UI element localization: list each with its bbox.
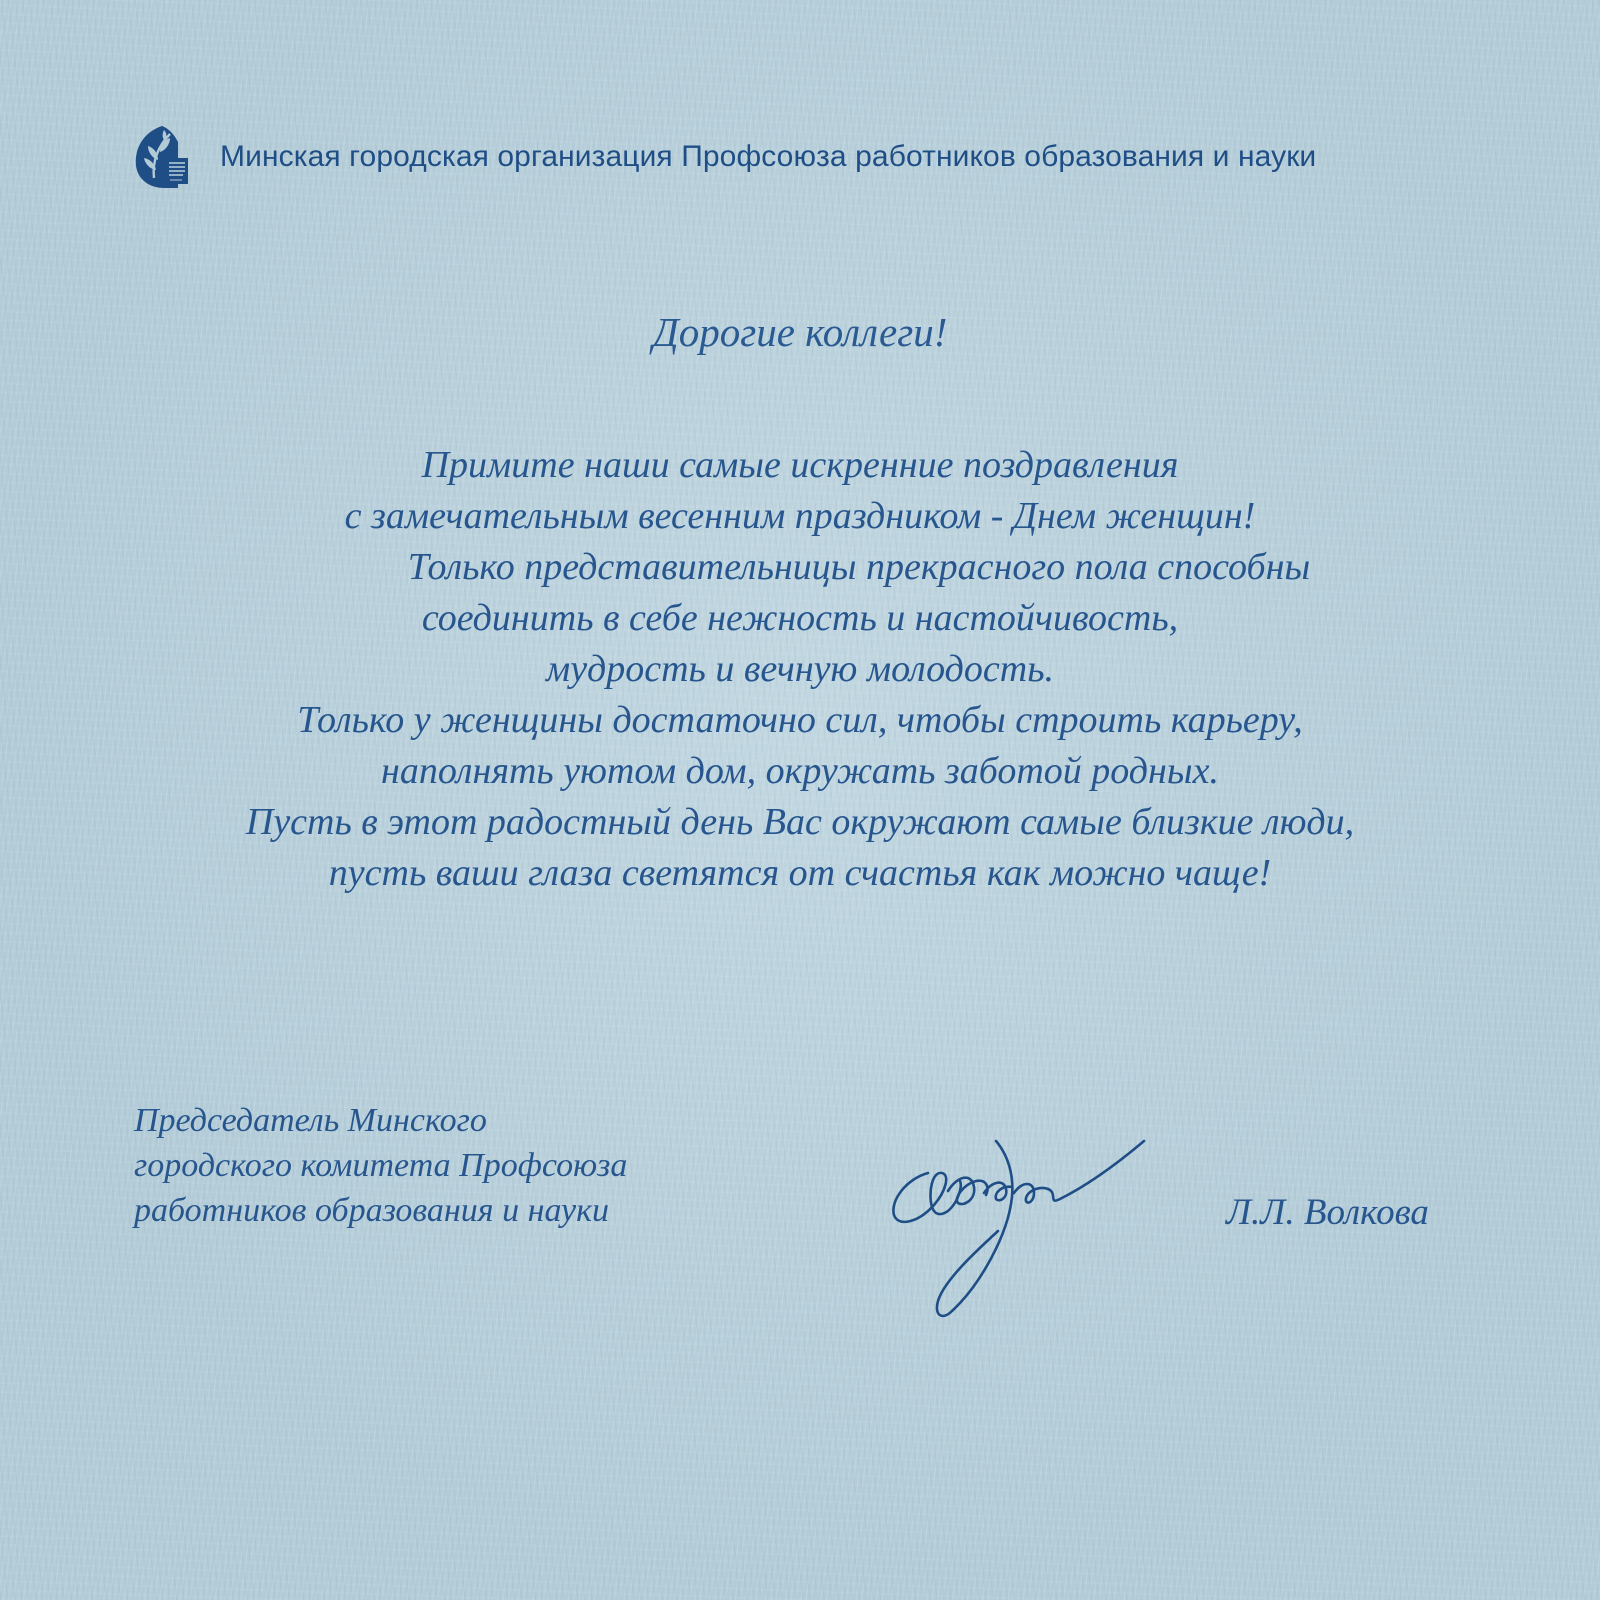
body-line: Примите наши самые искренние поздравления [421, 444, 1179, 486]
body-line: наполнять уютом дом, окружать заботой родных. [381, 750, 1219, 792]
union-leaf-book-logo-icon [132, 122, 196, 192]
signer-position-line: городского комитета Профсоюза [134, 1147, 628, 1184]
body-line: с замечательным весенним праздником - Днем женщин! [344, 495, 1256, 537]
letterhead [132, 122, 1472, 192]
body-line: Только у женщины достаточно сил, чтобы строить карьеру, [297, 699, 1303, 741]
greeting-heading: Дорогие коллеги! [652, 309, 948, 355]
body-line: Только представительницы прекрасного пола способны [407, 546, 1311, 588]
body-line: пусть ваши глаза светятся от счастья как можно чаще! [328, 852, 1272, 894]
organization-name: Минская городская организация Профсоюза работников образования и науки [220, 140, 1317, 173]
signer-position-line: Председатель Минского [134, 1102, 487, 1139]
body-line: соединить в себе нежность и настойчивость, [421, 597, 1179, 639]
signer-position [134, 1098, 627, 1233]
congratulation-text [60, 440, 1540, 899]
body-line: мудрость и вечную молодость. [546, 648, 1054, 690]
signer-name: Л.Л. Волкова [1226, 1192, 1429, 1233]
handwritten-signature [888, 1135, 1158, 1335]
body-line: Пусть в этот радостный день Вас окружают самые близкие люди, [245, 801, 1355, 843]
signer-position-line: работников образования и науки [134, 1192, 610, 1229]
